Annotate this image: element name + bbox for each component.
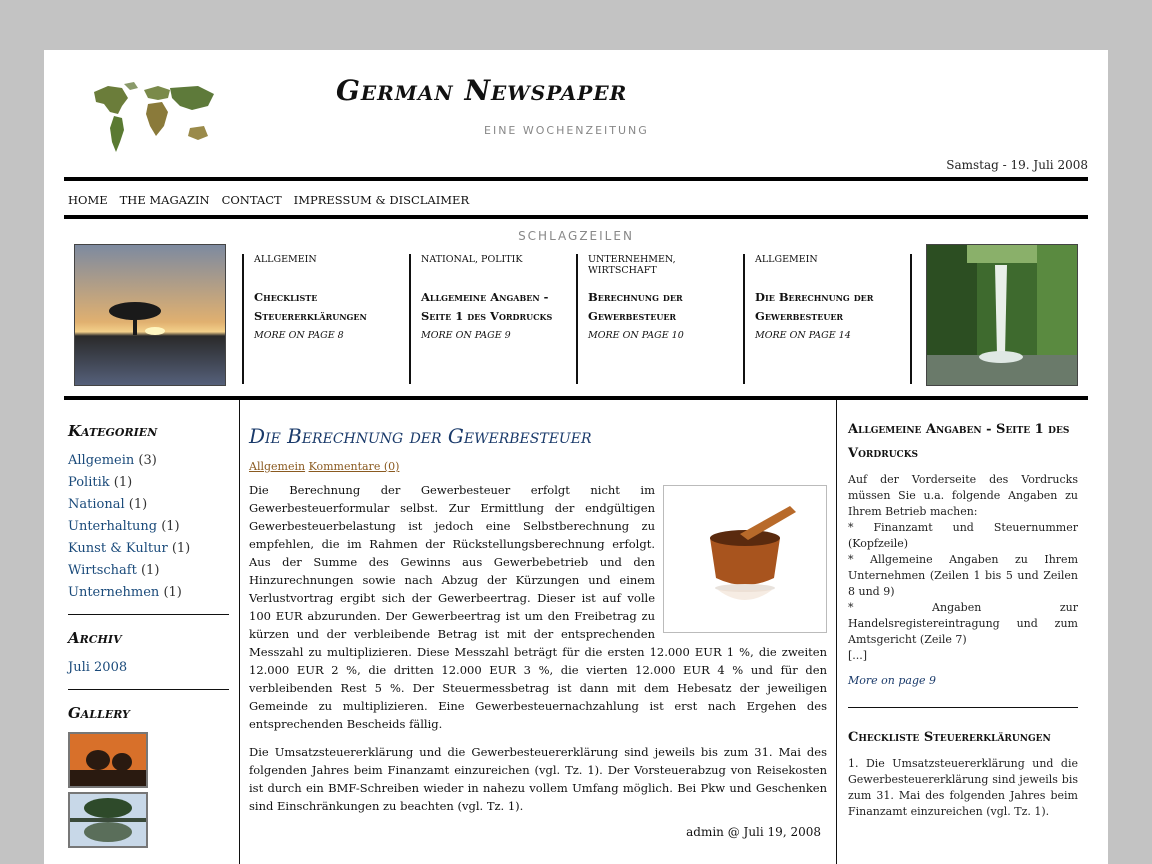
headline-category[interactable]: ALLGEMEIN bbox=[755, 254, 818, 265]
headline-item[interactable] bbox=[409, 254, 571, 384]
headline-category[interactable]: ALLGEMEIN bbox=[254, 254, 317, 265]
headline-title[interactable]: Die Berechnung der Gewerbesteuer bbox=[755, 290, 874, 323]
sidebar-rule bbox=[68, 614, 229, 615]
teaser-line: * Allgemeine Angaben zu Ihrem Unternehmen (Zeilen 1 bis 5 und Zeilen 8 und 9) bbox=[848, 553, 1078, 598]
category-link[interactable]: Unterhaltung bbox=[68, 519, 158, 534]
post-comments-link[interactable]: Kommentare (0) bbox=[308, 460, 400, 473]
post-paragraph: Die Umsatzsteuererklärung und die Gewerbesteuererklärung sind jeweils bis zum 31. Mai des folgenden Jahres beim Finanzamt einzureichen (vgl. Tz. 1). Der Vorsteuerabzug von Reisekosten ist durch ein BMF-Schreiben wieder in nahezu vollem Umfang möglich. Bei Pkw und Geschenken sind Einschränkungen zu beachten (vgl. Tz. 1). bbox=[249, 745, 827, 813]
category-count: (1) bbox=[163, 585, 182, 600]
nav-the-magazin[interactable]: THE MAGAZIN bbox=[119, 193, 210, 207]
headline-more-link[interactable]: MORE ON PAGE 9 bbox=[421, 330, 511, 341]
main-nav bbox=[68, 193, 481, 207]
headline-title[interactable]: Checkliste Steuererklärungen bbox=[254, 290, 367, 323]
headline-item[interactable] bbox=[576, 254, 738, 384]
waterfall-image[interactable] bbox=[926, 244, 1078, 386]
category-link[interactable]: National bbox=[68, 497, 125, 512]
gallery-thumb-sunset-trees[interactable] bbox=[68, 732, 148, 788]
column-divider bbox=[836, 400, 837, 864]
category-item[interactable] bbox=[68, 494, 229, 516]
headline-title[interactable]: Berechnung der Gewerbesteuer bbox=[588, 290, 683, 323]
category-item[interactable] bbox=[68, 560, 229, 582]
right-sidebar bbox=[848, 418, 1078, 820]
world-map-logo[interactable] bbox=[88, 80, 218, 158]
site-tagline: EINE WOCHENZEITUNG bbox=[484, 124, 649, 137]
teaser-title[interactable]: Checkliste Steuererklärungen bbox=[848, 730, 1051, 745]
nav-rule bbox=[64, 215, 1088, 219]
nav-contact[interactable]: CONTACT bbox=[221, 193, 282, 207]
left-sidebar bbox=[68, 416, 229, 852]
category-item[interactable] bbox=[68, 538, 229, 560]
teaser-line: Auf der Vorderseite des Vordrucks müssen Sie u.a. folgende Angaben zu Ihrem Betrieb machen: bbox=[848, 473, 1078, 518]
column-divider bbox=[239, 400, 240, 864]
category-count: (1) bbox=[128, 497, 148, 512]
site-title[interactable]: German Newspaper bbox=[336, 74, 628, 107]
category-count: (1) bbox=[140, 563, 160, 578]
main-article bbox=[249, 424, 827, 839]
headline-category[interactable]: NATIONAL, POLITIK bbox=[421, 254, 523, 265]
categories-heading: Kategorien bbox=[68, 422, 158, 440]
headlines-heading: SCHLAGZEILEN bbox=[518, 229, 634, 243]
post-paragraph-text: Die Berechnung der Gewerbesteuer erfolgt nicht im Gewerbesteuerformular selbst. Zur Ermittlung der endgültigen Gewerbesteuerbelastung ist jedoch eine Selbstberechnung zu empfehlen, die im Rahmen der Rückstellungsberechnung erfolgt. Aus der Summe des Gewinns aus Gewerbebetrieb und den Hinzurechnungen sowie nach Abzug der Kürzungen und einem Verlustvortrag ergibt sich der Gewerbeertrag. Dieser ist auf volle 100 EUR abzurunden. Der Gewerbeertrag ist um den Freibetrag zu kürzen und der verbleibende Betrag ist mit der entsprechenden Messzahl zu multiplizieren. Diese Messzahl beträgt für die ersten 12.000 EUR 1 %, die zweiten 12.000 EUR 2 %, die dritten 12.000 EUR 3 %, die vierten 12.000 EUR 4 % und für den verbleibenden Rest 5 %. Der Steuermessbetrag ist dann mit dem Hebesatz der jeweiligen Gemeinde zu multiplizieren. Eine Gewerbesteuernachzahlung ist erst nach Ergehen des entsprechenden Bescheids fällig. bbox=[249, 483, 827, 731]
headline-title[interactable]: Allgemeine Angaben - Seite 1 des Vordrucks bbox=[421, 290, 553, 323]
category-count: (1) bbox=[171, 541, 191, 556]
nav-home[interactable]: HOME bbox=[68, 193, 108, 207]
mortar-pestle-graphic bbox=[670, 492, 820, 626]
headline-category[interactable]: UNTERNEHMEN, WIRTSCHAFT bbox=[588, 254, 676, 276]
nav-impressum[interactable]: IMPRESSUM & DISCLAIMER bbox=[293, 193, 470, 207]
post-paragraph bbox=[249, 481, 827, 733]
category-count: (1) bbox=[161, 519, 180, 534]
headlines-divider bbox=[910, 254, 912, 384]
sidebar-rule bbox=[68, 689, 229, 690]
header-rule bbox=[64, 177, 1088, 181]
mortar-pestle-image[interactable] bbox=[663, 485, 827, 633]
category-link[interactable]: Politik bbox=[68, 475, 110, 490]
archive-heading: Archiv bbox=[68, 629, 122, 647]
category-count: (1) bbox=[113, 475, 133, 490]
gallery-thumb-tree-reflection[interactable] bbox=[68, 792, 148, 848]
current-date: Samstag - 19. Juli 2008 bbox=[946, 158, 1088, 172]
category-link[interactable]: Allgemein bbox=[68, 453, 135, 468]
category-item[interactable] bbox=[68, 472, 229, 494]
post-meta bbox=[249, 460, 827, 473]
headline-item[interactable] bbox=[743, 254, 905, 384]
category-link[interactable]: Kunst & Kultur bbox=[68, 541, 168, 556]
category-item[interactable] bbox=[68, 582, 229, 604]
teaser-more-link[interactable]: More on page 9 bbox=[848, 674, 936, 687]
teaser-title[interactable]: Allgemeine Angaben - Seite 1 des Vordrucks bbox=[848, 422, 1070, 461]
teaser-line: [...] bbox=[848, 649, 868, 662]
teaser-rule bbox=[848, 707, 1078, 708]
headline-more-link[interactable]: MORE ON PAGE 8 bbox=[254, 330, 344, 341]
category-link[interactable]: Unternehmen bbox=[68, 585, 160, 600]
category-item[interactable] bbox=[68, 516, 229, 538]
headline-item[interactable] bbox=[242, 254, 404, 384]
teaser-text: 1. Die Umsatzsteuererklärung und die Gewerbesteuererklärung sind jeweils bis zum 31. Mai des folgenden Jahres beim Finanzamt einzureichen (vgl. Tz. 1). bbox=[848, 757, 1078, 818]
headline-more-link[interactable]: MORE ON PAGE 14 bbox=[755, 330, 851, 341]
teaser-line: * Finanzamt und Steuernummer (Kopfzeile) bbox=[848, 521, 1078, 550]
post-title[interactable]: Die Berechnung der Gewerbesteuer bbox=[249, 424, 592, 448]
archive-link-juli-2008[interactable]: Juli 2008 bbox=[68, 660, 128, 675]
post-category-link[interactable]: Allgemein bbox=[249, 460, 306, 473]
teaser-line: * Angaben zur Handelsregistereintragung und zum Amtsgericht (Zeile 7) bbox=[848, 601, 1078, 646]
category-count: (3) bbox=[138, 453, 157, 468]
page bbox=[44, 50, 1108, 864]
category-item[interactable] bbox=[68, 450, 229, 472]
headline-more-link[interactable]: MORE ON PAGE 10 bbox=[588, 330, 684, 341]
post-author-date: admin @ Juli 19, 2008 bbox=[686, 825, 821, 839]
teaser-text bbox=[848, 472, 1078, 664]
gallery-heading: Gallery bbox=[68, 704, 130, 722]
headlines-rule bbox=[64, 396, 1088, 400]
sunset-tree-image[interactable] bbox=[74, 244, 226, 386]
category-link[interactable]: Wirtschaft bbox=[68, 563, 137, 578]
